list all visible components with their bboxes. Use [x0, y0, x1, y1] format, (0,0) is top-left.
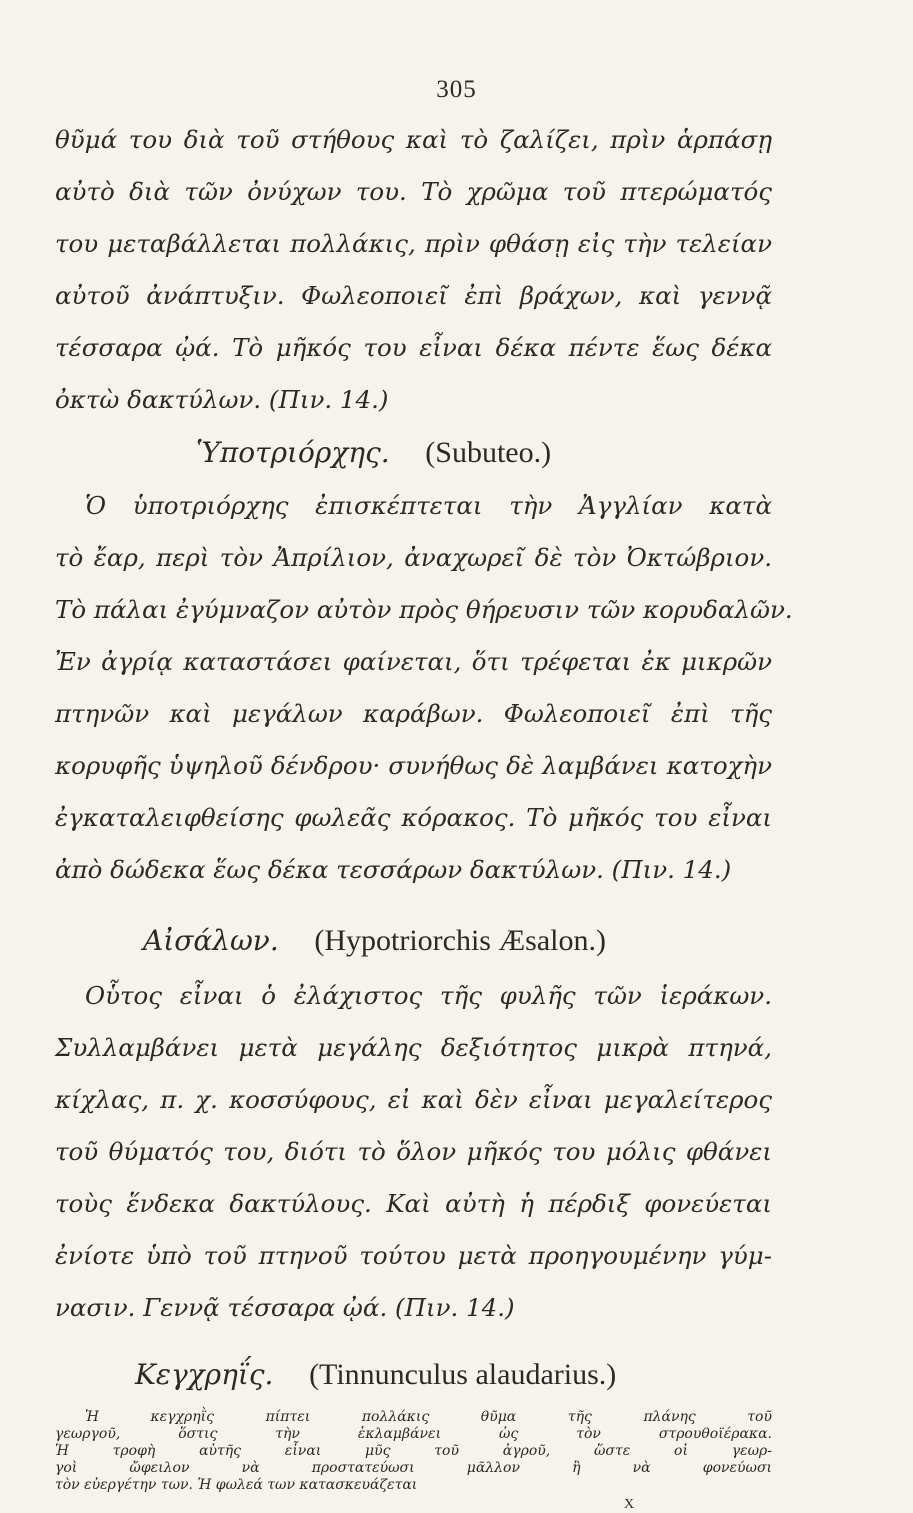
greek-species-name: Αἰσάλων.	[143, 924, 279, 957]
text-line: αὐτοῦ ἀνάπτυξιν. Φωλεοποιεῖ ἐπὶ βράχων, καὶ γεννᾷ	[55, 281, 772, 310]
section-heading	[143, 926, 606, 956]
section-heading	[196, 438, 551, 468]
text-line: τοὺς ἕνδεκα δακτύλους. Καὶ αὐτὴ ἡ πέρδιξ φονεύεται	[55, 1189, 772, 1218]
text-line: γοὶ ὤφειλον νὰ προστατεύωσι μᾶλλον ἢ νὰ φονεύωσι	[55, 1460, 772, 1476]
text-line: τέσσαρα ᾠά. Τὸ μῆκός του εἶναι δέκα πέντε ἕως δέκα	[55, 333, 772, 362]
greek-species-name: Ὑποτριόρχης.	[196, 436, 390, 469]
text-line: τὸ ἔαρ, περὶ τὸν Ἀπρίλιον, ἀναχωρεῖ δὲ τὸν Ὀκτώβριον.	[55, 543, 772, 572]
text-line: γεωργοῦ, ὅστις τὴν ἐκλαμβάνει ὡς τὸν στρουθοϊέρακα.	[55, 1426, 772, 1442]
text-line: ἐνίοτε ὑπὸ τοῦ πτηνοῦ τούτου μετὰ προηγουμένην γύμ-	[55, 1241, 772, 1270]
greek-species-name: Κεγχρηΐς.	[135, 1358, 274, 1391]
text-line: Οὗτος εἶναι ὁ ἐλάχιστος τῆς φυλῆς τῶν ἱεράκων.	[85, 981, 772, 1010]
signature-mark: X	[624, 1497, 635, 1512]
text-line: τὸν εὐεργέτην των. Ἡ φωλεά των κατασκευάζεται	[55, 1477, 418, 1493]
latin-species-name: (Subuteo.)	[425, 436, 552, 469]
text-line: Τὸ πάλαι ἐγύμναζον αὐτὸν πρὸς θήρευσιν τῶν κορυδαλῶν.	[55, 595, 793, 624]
text-line: Ὁ ὑποτριόρχης ἐπισκέπτεται τὴν Ἀγγλίαν κατὰ	[85, 491, 772, 520]
text-line: Ἐν ἀγρίᾳ καταστάσει φαίνεται, ὅτι τρέφεται ἐκ μικρῶν	[55, 647, 772, 676]
text-line: κορυφῆς ὑψηλοῦ δένδρου· συνήθως δὲ λαμβάνει κατοχὴν	[55, 751, 772, 780]
text-line: ἐγκαταλειφθείσης φωλεᾶς κόρακος. Τὸ μῆκός του εἶναι	[55, 803, 772, 832]
text-line: Ἡ τροφὴ αὐτῆς εἶναι μῦς τοῦ ἀγροῦ, ὥστε οἱ γεωρ-	[55, 1443, 772, 1459]
text-line: θῦμά του διὰ τοῦ στήθους καὶ τὸ ζαλίζει, πρὶν ἁρπάσῃ	[55, 125, 772, 154]
section-heading	[135, 1360, 616, 1390]
page-number: 305	[436, 76, 477, 103]
text-line: τοῦ θύματός του, διότι τὸ ὅλον μῆκός του μόλις φθάνει	[55, 1137, 772, 1166]
latin-species-name: (Tinnunculus alaudarius.)	[309, 1358, 617, 1391]
text-line: ἀπὸ δώδεκα ἕως δέκα τεσσάρων δακτύλων. (Πιν. 14.)	[55, 855, 732, 884]
text-line: Ἡ κεγχρηῒς πίπτει πολλάκις θῦμα τῆς πλάνης τοῦ	[85, 1409, 772, 1425]
text-line: του μεταβάλλεται πολλάκις, πρὶν φθάσῃ εἰς τὴν τελείαν	[55, 229, 772, 258]
text-line: νασιν. Γεννᾷ τέσσαρα ᾠά. (Πιν. 14.)	[55, 1293, 515, 1322]
text-line: κίχλας, π. χ. κοσσύφους, εἰ καὶ δὲν εἶναι μεγαλείτερος	[55, 1085, 772, 1114]
text-line: Συλλαμβάνει μετὰ μεγάλης δεξιότητος μικρὰ πτηνά,	[55, 1033, 772, 1062]
text-line: πτηνῶν καὶ μεγάλων καράβων. Φωλεοποιεῖ ἐπὶ τῆς	[55, 699, 772, 728]
text-line: ὀκτὼ δακτύλων. (Πιν. 14.)	[55, 385, 389, 414]
latin-species-name: (Hypotriorchis Æsalon.)	[314, 924, 606, 957]
text-line: αὐτὸ διὰ τῶν ὀνύχων του. Τὸ χρῶμα τοῦ πτερώματός	[55, 177, 772, 206]
